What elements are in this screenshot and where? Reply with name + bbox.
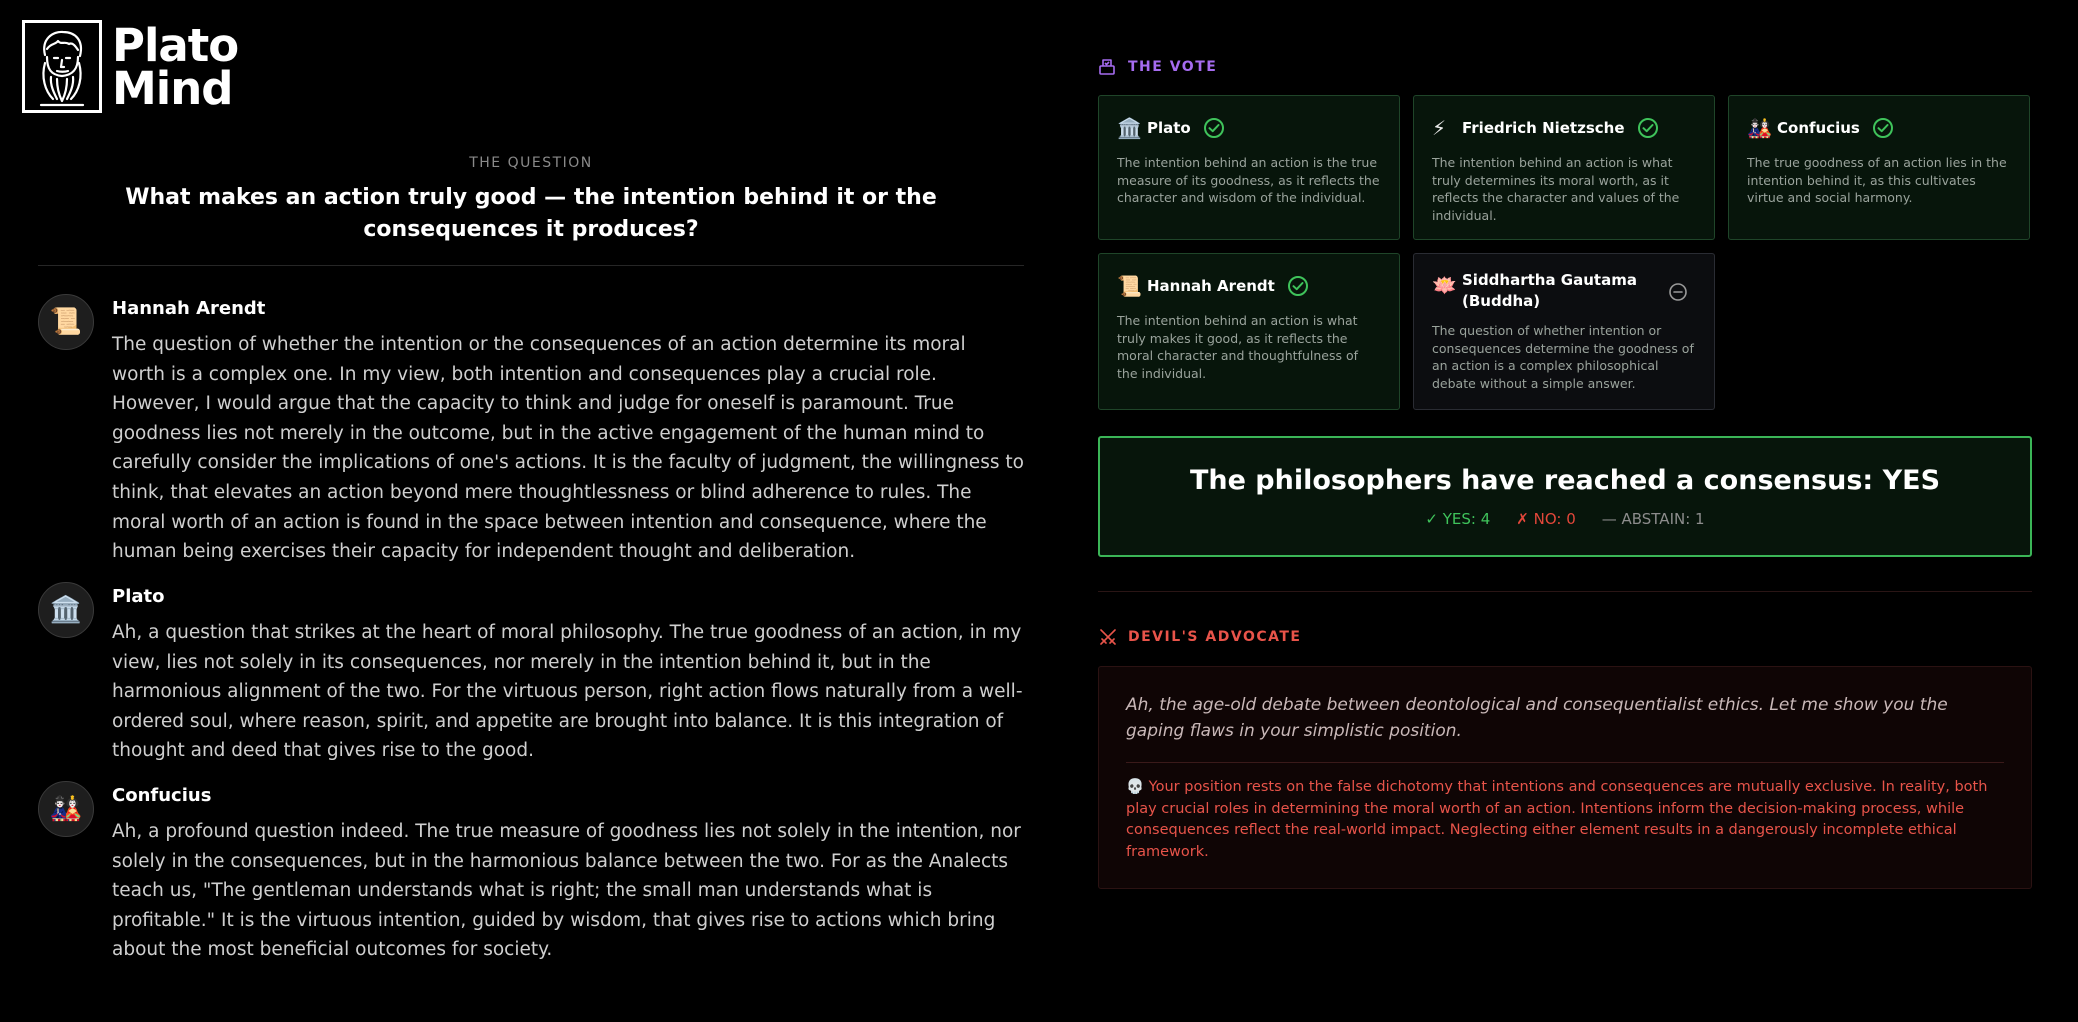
vote-card-name: Siddhartha Gautama (Buddha) xyxy=(1462,271,1637,310)
question-label: THE QUESTION xyxy=(469,155,593,171)
vote-tally xyxy=(1100,510,2030,528)
vote-card-hannah-arendt xyxy=(1098,253,1400,410)
devils-advocate-panel xyxy=(1098,666,2032,889)
crossed-swords-icon xyxy=(1098,627,1118,647)
vote-card-reason: The intention behind an action is what truly makes it good, as it reflects the moral character and thoughtfulness of the individual. xyxy=(1117,313,1358,381)
vote-card-friedrich-nietzsche xyxy=(1413,95,1715,240)
check-circle-icon xyxy=(1872,117,1894,139)
logo-line-2: Mind xyxy=(112,61,233,115)
devils-advocate-divider xyxy=(1126,762,2004,763)
question-text: What makes an action truly good — the intention behind it or the consequences it produces? xyxy=(125,185,937,242)
vote-card-plato xyxy=(1098,95,1400,240)
message-text: The question of whether the intention or the consequences of an action determine its moral worth is a complex one. In my view, both intention and consequences play a crucial role. However, I would argue that the capacity to think and judge for oneself is paramount. True goodness lies not merely in the outcome, but in the active engagement of the human mind to carefully consider the implications of one's actions. It is the faculty of judgment, the willingness to think, that elevates an action beyond mere thoughtlessness or blind adherence to rules. The moral worth of an action is found in the space between intention and consequence, where the human being exercises their capacity for independent thought and deliberation. xyxy=(112,334,1024,563)
scroll-icon: 📜 xyxy=(1117,274,1142,298)
classical-building-icon: 🏛️ xyxy=(49,595,83,625)
logo-wordmark xyxy=(112,18,239,115)
vote-title: THE VOTE xyxy=(1128,59,1218,75)
message-text: Ah, a question that strikes at the heart of moral philosophy. The true goodness of an action, in my view, lies not solely in its consequences, nor merely in the intention behind it, but in the harmonious alignment of the two. For the virtuous person, right action flows naturally from a well-ordered soul, where reason, spirit, and appetite are brought into balance. It is this integration of thought and deed that gives rise to the good. xyxy=(112,622,1023,762)
plato-bust-icon xyxy=(22,20,102,113)
vote-heading xyxy=(1098,57,1217,77)
vote-card-confucius xyxy=(1728,95,2030,240)
devils-advocate-heading xyxy=(1098,627,1301,647)
critique-text: Your position rests on the false dichotomy that intentions and consequences are mutually exclusive. In reality, both play crucial roles in determining the moral worth of an action. Intentions inform the decision-making process, while consequences reflect the real-world impact. Neglecting either element results in a dangerously incomplete ethical framework. xyxy=(1126,779,1988,860)
yes-count: ✓ YES: 4 xyxy=(1425,510,1491,528)
section-divider xyxy=(1098,591,2032,592)
classical-building-icon: 🏛️ xyxy=(1117,116,1142,140)
avatar xyxy=(38,781,94,837)
consensus-banner xyxy=(1098,436,2032,557)
dolls-icon: 🎎 xyxy=(49,794,83,824)
lotus-icon: 🪷 xyxy=(1432,273,1457,297)
check-circle-icon xyxy=(1287,275,1309,297)
avatar xyxy=(38,582,94,638)
consensus-title: The philosophers have reached a consensus: YES xyxy=(1189,465,1941,496)
skull-icon: 💀 xyxy=(1126,779,1145,795)
message-author: Confucius xyxy=(112,785,212,806)
abstain-count: — ABSTAIN: 1 xyxy=(1601,510,1705,528)
check-circle-icon xyxy=(1637,117,1659,139)
ballot-box-icon xyxy=(1098,57,1118,77)
vote-card-siddhartha-gautama xyxy=(1413,253,1715,410)
message-author: Hannah Arendt xyxy=(112,298,266,319)
vote-card-name: Hannah Arendt xyxy=(1147,277,1275,295)
vote-card-reason: The intention behind an action is the true measure of its goodness, as it reflects the character and wisdom of the individual. xyxy=(1117,155,1380,205)
avatar xyxy=(38,294,94,350)
minus-circle-icon xyxy=(1668,282,1688,302)
message-text: Ah, a profound question indeed. The true measure of goodness lies not solely in the intention, nor solely in the consequences, but in the harmonious balance between the two. For as the Analects teach us, "The gentleman understands what is right; the small man understands what is profitable." It is the virtuous intention, guided by wisdom, that gives rise to actions which bring about the most beneficial outcomes for society. xyxy=(112,821,1021,961)
devils-advocate-critique xyxy=(1126,777,2004,863)
devils-advocate-intro: Ah, the age-old debate between deontological and consequentialist ethics. Let me show you the gaping flaws in your simplistic position. xyxy=(1126,695,1948,741)
check-circle-icon xyxy=(1203,117,1225,139)
lightning-icon: ⚡ xyxy=(1432,116,1447,140)
vote-card-reason: The intention behind an action is what truly determines its moral worth, as it reflects the character and values of the individual. xyxy=(1432,155,1680,223)
vote-card-name: Friedrich Nietzsche xyxy=(1462,119,1625,137)
vote-card-name: Confucius xyxy=(1777,119,1860,137)
question-divider xyxy=(38,265,1024,266)
vote-card-reason: The question of whether intention or consequences determine the goodness of an action is a complex philosophical debate without a simple answer. xyxy=(1432,323,1694,391)
no-count: ✗ NO: 0 xyxy=(1516,510,1576,528)
devils-advocate-title: DEVIL'S ADVOCATE xyxy=(1128,629,1302,645)
dolls-icon: 🎎 xyxy=(1747,116,1772,140)
message-author: Plato xyxy=(112,586,165,607)
logo[interactable] xyxy=(22,20,238,113)
vote-card-reason: The true goodness of an action lies in the intention behind it, as this cultivates virtue and social harmony. xyxy=(1747,155,2007,205)
scroll-icon: 📜 xyxy=(49,307,83,337)
vote-card-name: Plato xyxy=(1147,119,1191,137)
logo-line-1: Plato xyxy=(112,18,239,72)
